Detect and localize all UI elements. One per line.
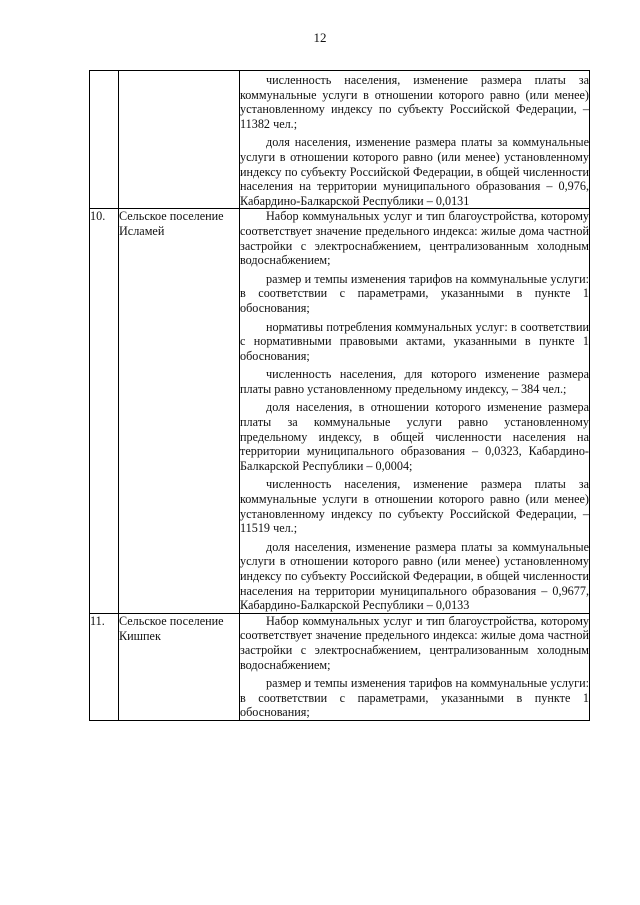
table-row (90, 209, 590, 613)
settlement-name: Сельское поселение Кишпек (119, 613, 240, 720)
description-paragraph: численность населения, изменение размера платы за коммунальные услуги в отношении которого равно (или менее) установленному индексу по субъекту Российской Федерации, – 11519 чел.; (240, 477, 589, 536)
description-cell (240, 613, 590, 720)
page-number: 12 (313, 30, 327, 45)
description-paragraph: размер и темпы изменения тарифов на коммунальные услуги: в соответствии с параметрами, указанными в пункте 1 обоснования; (240, 271, 589, 315)
row-number (90, 71, 119, 209)
description-paragraph: доля населения, изменение размера платы за коммунальные услуги в отношении которого равно (или менее) установленному индексу по субъекту Российской Федерации, в общей численности населения на территории муниципального образования – 0,976, Кабардино-Балкарской Республики – 0,0131 (240, 135, 589, 208)
document-table (89, 70, 590, 721)
row-number: 10. (90, 209, 119, 613)
description-paragraph: нормативы потребления коммунальных услуг: в соответствии с нормативными правовыми актами, указанными в пункте 1 обоснования; (240, 319, 589, 363)
table-row (90, 71, 590, 209)
row-number: 11. (90, 613, 119, 720)
description-paragraph: численность населения, для которого изменение размера платы равно установленному предельному индексу, – 384 чел.; (240, 367, 589, 396)
description-paragraph: Набор коммунальных услуг и тип благоустройства, которому соответствует значение предельного индекса: жилые дома частной застройки с электроснабжением, централизованным холодным водоснабжением; (240, 613, 589, 672)
description-paragraph: доля населения, в отношении которого изменение размера платы за коммунальные услуги равно установленному предельному индексу, в общей численности населения на территории муниципального образования – 0,0323, Кабардино-Балкарской Республики – 0,0004; (240, 400, 589, 473)
description-paragraph: доля населения, изменение размера платы за коммунальные услуги в отношении которого равно (или менее) установленному индексу по субъекту Российской Федерации, в общей численности населения на территории муниципального образования – 0,9677, Кабардино-Балкарской Республики – 0,0133 (240, 539, 589, 613)
description-paragraph: численность населения, изменение размера платы за коммунальные услуги в отношении которого равно (или менее) установленному индексу по субъекту Российской Федерации, – 11382 чел.; (240, 73, 589, 131)
settlement-name: Сельское поселение Исламей (119, 209, 240, 613)
description-paragraph: размер и темпы изменения тарифов на коммунальные услуги: в соответствии с параметрами, указанными в пункте 1 обоснования; (240, 676, 589, 720)
table-row (90, 613, 590, 720)
description-cell (240, 71, 590, 209)
description-paragraph: Набор коммунальных услуг и тип благоустройства, которому соответствует значение предельного индекса: жилые дома частной застройки с электроснабжением, централизованным холодным водоснабжением; (240, 209, 589, 268)
settlement-name (119, 71, 240, 209)
description-cell (240, 209, 590, 613)
